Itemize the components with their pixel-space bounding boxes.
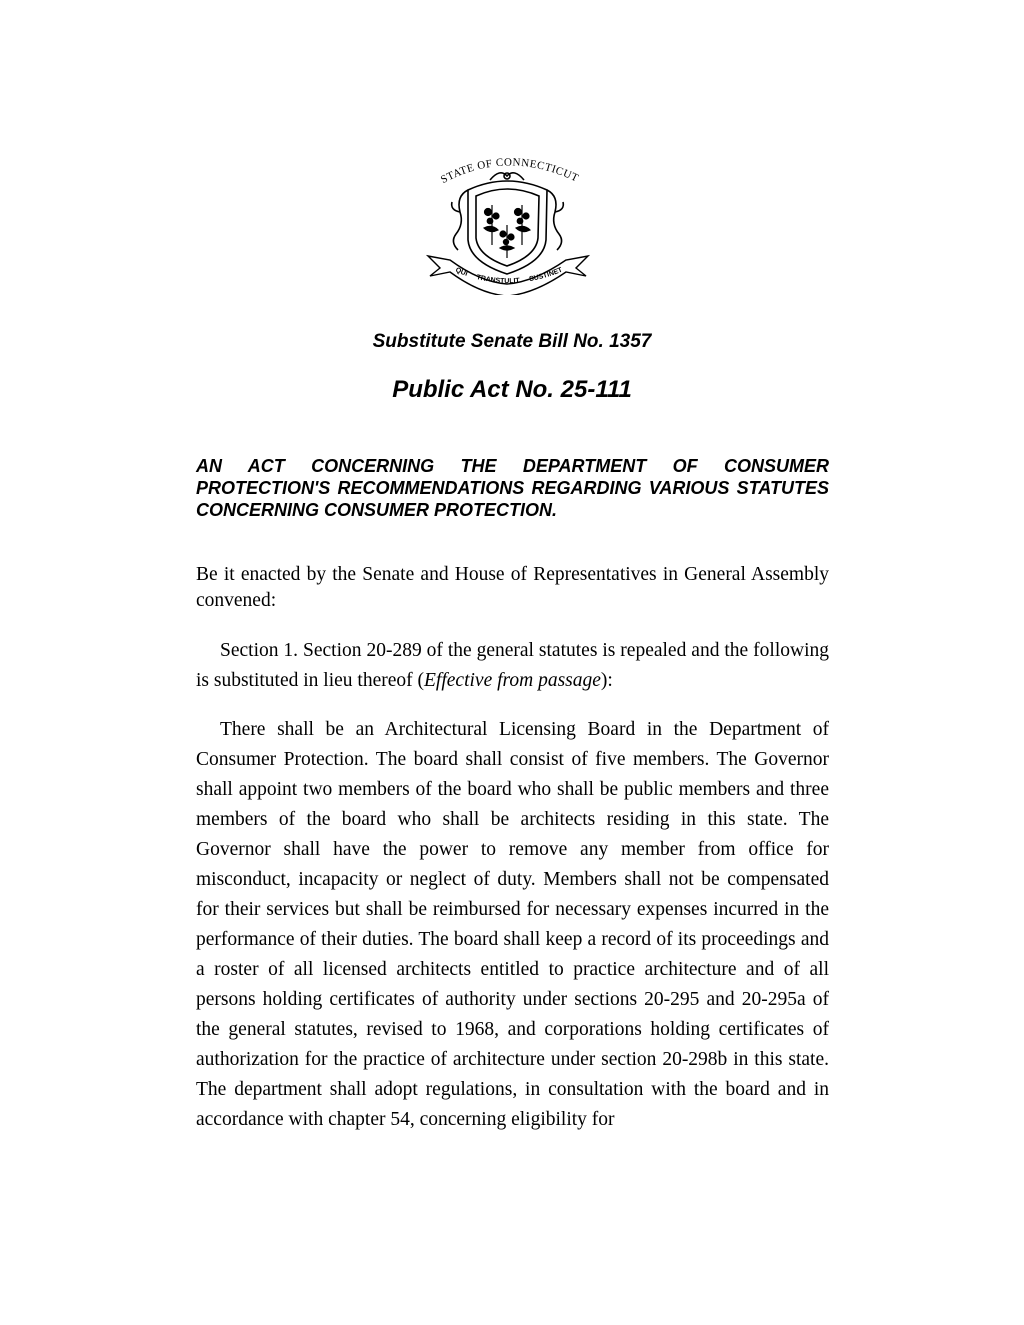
state-seal xyxy=(420,150,595,295)
act-title: AN ACT CONCERNING THE DEPARTMENT OF CONSUMER PROTECTION'S RECOMMENDATIONS REGARDING VARIOUS STATUTES CONCERNING CONSUMER PROTECTION. xyxy=(196,456,829,520)
section-intro-text: Section 1. Section 20-289 of the general statutes is repealed and the following is substituted in lieu thereof ( xyxy=(196,640,829,691)
shield-icon xyxy=(452,173,564,274)
seal-motto: QUI TRANSTULIT SUSTINET xyxy=(454,266,564,286)
enacting-clause: Be it enacted by the Senate and House of Representatives in General Assembly convened: xyxy=(196,564,829,611)
seal-arc-text: STATE OF CONNECTICUT xyxy=(438,156,581,187)
public-act-number: Public Act No. 25-111 xyxy=(392,376,632,403)
section-text: There shall be an Architectural Licensing Board in the Department of Consumer Protection. The board shall consist of five members. The Governor shall appoint two members of the board who shall be public members and three members of the board who shall be architects residing in this state. The Governor shall have the power to remove any member from office for misconduct, incapacity or neglect of duty. Members shall not be compensated for their services but shall be reimbursed for necessary expenses incurred in the performance of their duties. The board shall keep a record of its proceedings and a roster of all licensed architects entitled to practice architecture and of all persons holding certificates of authority under sections 20-295 and 20-295a of the general statutes, revised to 1968, and corporations holding certificates of authorization for the practice of architecture under section 20-298b in this state. The department shall adopt regulations, in consultation with the board and in accordance with chapter 54, concerning eligibility for xyxy=(196,719,829,1130)
effective-date: Effective from passage xyxy=(424,670,601,691)
section-intro xyxy=(196,636,829,696)
section-intro-close: ): xyxy=(600,670,613,691)
bill-number: Substitute Senate Bill No. 1357 xyxy=(372,331,652,352)
